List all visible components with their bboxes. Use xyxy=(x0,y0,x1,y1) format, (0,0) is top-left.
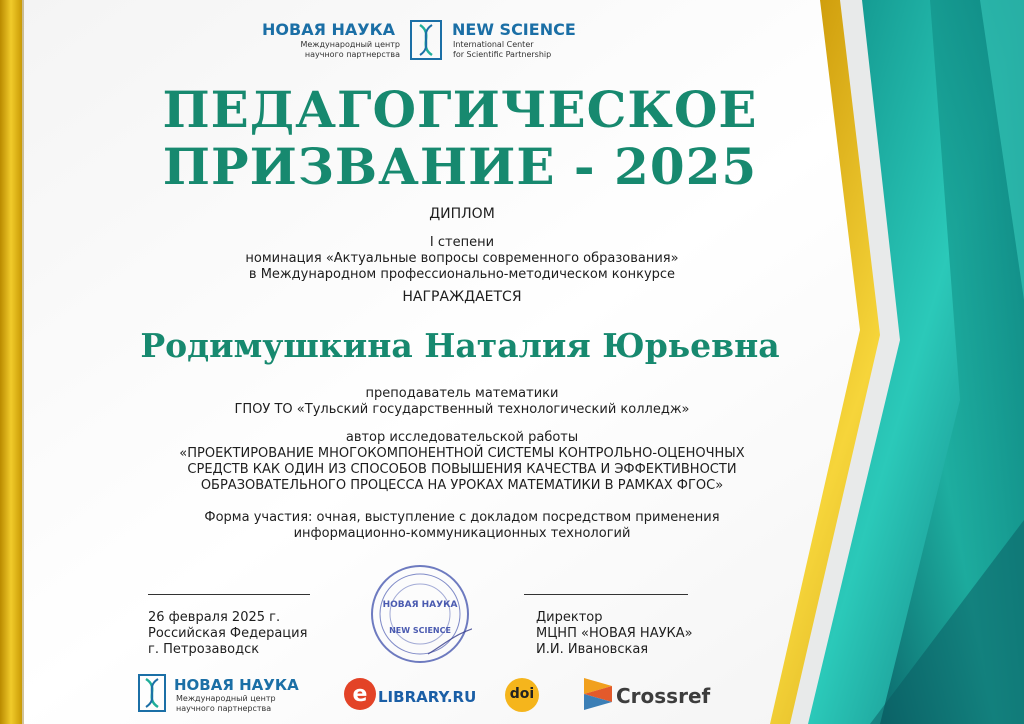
issue-info xyxy=(148,610,307,658)
elibrary-logo-text: LIBRARY.RU xyxy=(378,688,477,706)
dna-logo-icon xyxy=(410,20,442,60)
header-ru-sub-2: научного партнерства xyxy=(304,50,400,59)
diploma-nomination: номинация «Актуальные вопросы современного образования» xyxy=(245,251,679,266)
header-en-sub-2: for Scientific Partnership xyxy=(453,50,552,59)
nn-logo-subtitle xyxy=(176,694,276,714)
nn-logo-sub-2: научного партнерства xyxy=(176,704,272,713)
official-stamp-icon xyxy=(368,562,472,666)
recipient-position: преподаватель математики xyxy=(365,386,559,401)
nn-logo-name: НОВАЯ НАУКА xyxy=(174,676,299,694)
work-title-line-1: «ПРОЕКТИРОВАНИЕ МНОГОКОМПОНЕНТНОЙ СИСТЕМЫ КОНТРОЛЬНО-ОЦЕНОЧНЫХ xyxy=(179,446,745,461)
issue-date: 26 февраля 2025 г. xyxy=(148,610,281,625)
work-title-line-2: СРЕДСТВ КАК ОДИН ИЗ СПОСОБОВ ПОВЫШЕНИЯ КАЧЕСТВА И ЭФФЕКТИВНОСТИ xyxy=(187,462,737,477)
header-ru-sub-1: Международный центр xyxy=(300,40,400,49)
nn-logo-icon xyxy=(138,674,166,712)
director-organization: МЦНП «НОВАЯ НАУКА» xyxy=(536,626,693,641)
date-signature-line xyxy=(148,594,310,595)
work-title-line-3: ОБРАЗОВАТЕЛЬНОГО ПРОЦЕССА НА УРОКАХ МАТЕМАТИКИ В РАМКАХ ФГОС» xyxy=(200,478,724,493)
issue-country: Российская Федерация xyxy=(148,626,308,641)
elibrary-e-icon xyxy=(342,676,378,712)
header-brand-en-subtitle xyxy=(453,40,551,60)
director-signature-line xyxy=(524,594,688,595)
header-brand-ru: НОВАЯ НАУКА xyxy=(262,20,396,39)
awarded-label: НАГРАЖДАЕТСЯ xyxy=(402,289,522,305)
nn-logo-sub-1: Международный центр xyxy=(176,694,276,703)
svg-text:e: e xyxy=(352,682,368,707)
header-brand-en: NEW SCIENCE xyxy=(452,20,576,39)
author-label: автор исследовательской работы xyxy=(345,430,579,445)
header-en-sub-1: International Center xyxy=(453,40,534,49)
recipient-name: Родимушкина Наталия Юрьевна xyxy=(140,326,780,365)
stamp-text-ru: НОВАЯ НАУКА xyxy=(382,600,458,610)
contest-title-line-1: ПЕДАГОГИЧЕСКОЕ xyxy=(162,80,758,139)
doi-logo-text: doi xyxy=(509,686,535,702)
contest-title-line-2: ПРИЗВАНИЕ - 2025 xyxy=(162,137,758,196)
participation-form-line-2: информационно-коммуникационных технологий xyxy=(293,526,631,541)
diploma-degree: I степени xyxy=(429,235,495,250)
diploma-label: ДИПЛОМ xyxy=(429,206,495,222)
recipient-organization: ГПОУ ТО «Тульский государственный технологический колледж» xyxy=(234,402,690,417)
director-name: И.И. Ивановская xyxy=(536,642,649,657)
stamp-text-en: NEW SCIENCE xyxy=(389,626,451,635)
director-info xyxy=(536,610,693,658)
diploma-contest: в Международном профессионально-методическом конкурсе xyxy=(248,267,676,282)
issue-city: г. Петрозаводск xyxy=(148,642,260,657)
header-brand-ru-subtitle xyxy=(282,40,400,60)
participation-form-line-1: Форма участия: очная, выступление с докладом посредством применения xyxy=(204,510,720,525)
crossref-logo-text: Crossref xyxy=(616,684,711,708)
crossref-logo-icon xyxy=(582,676,614,712)
director-title: Директор xyxy=(536,610,603,625)
